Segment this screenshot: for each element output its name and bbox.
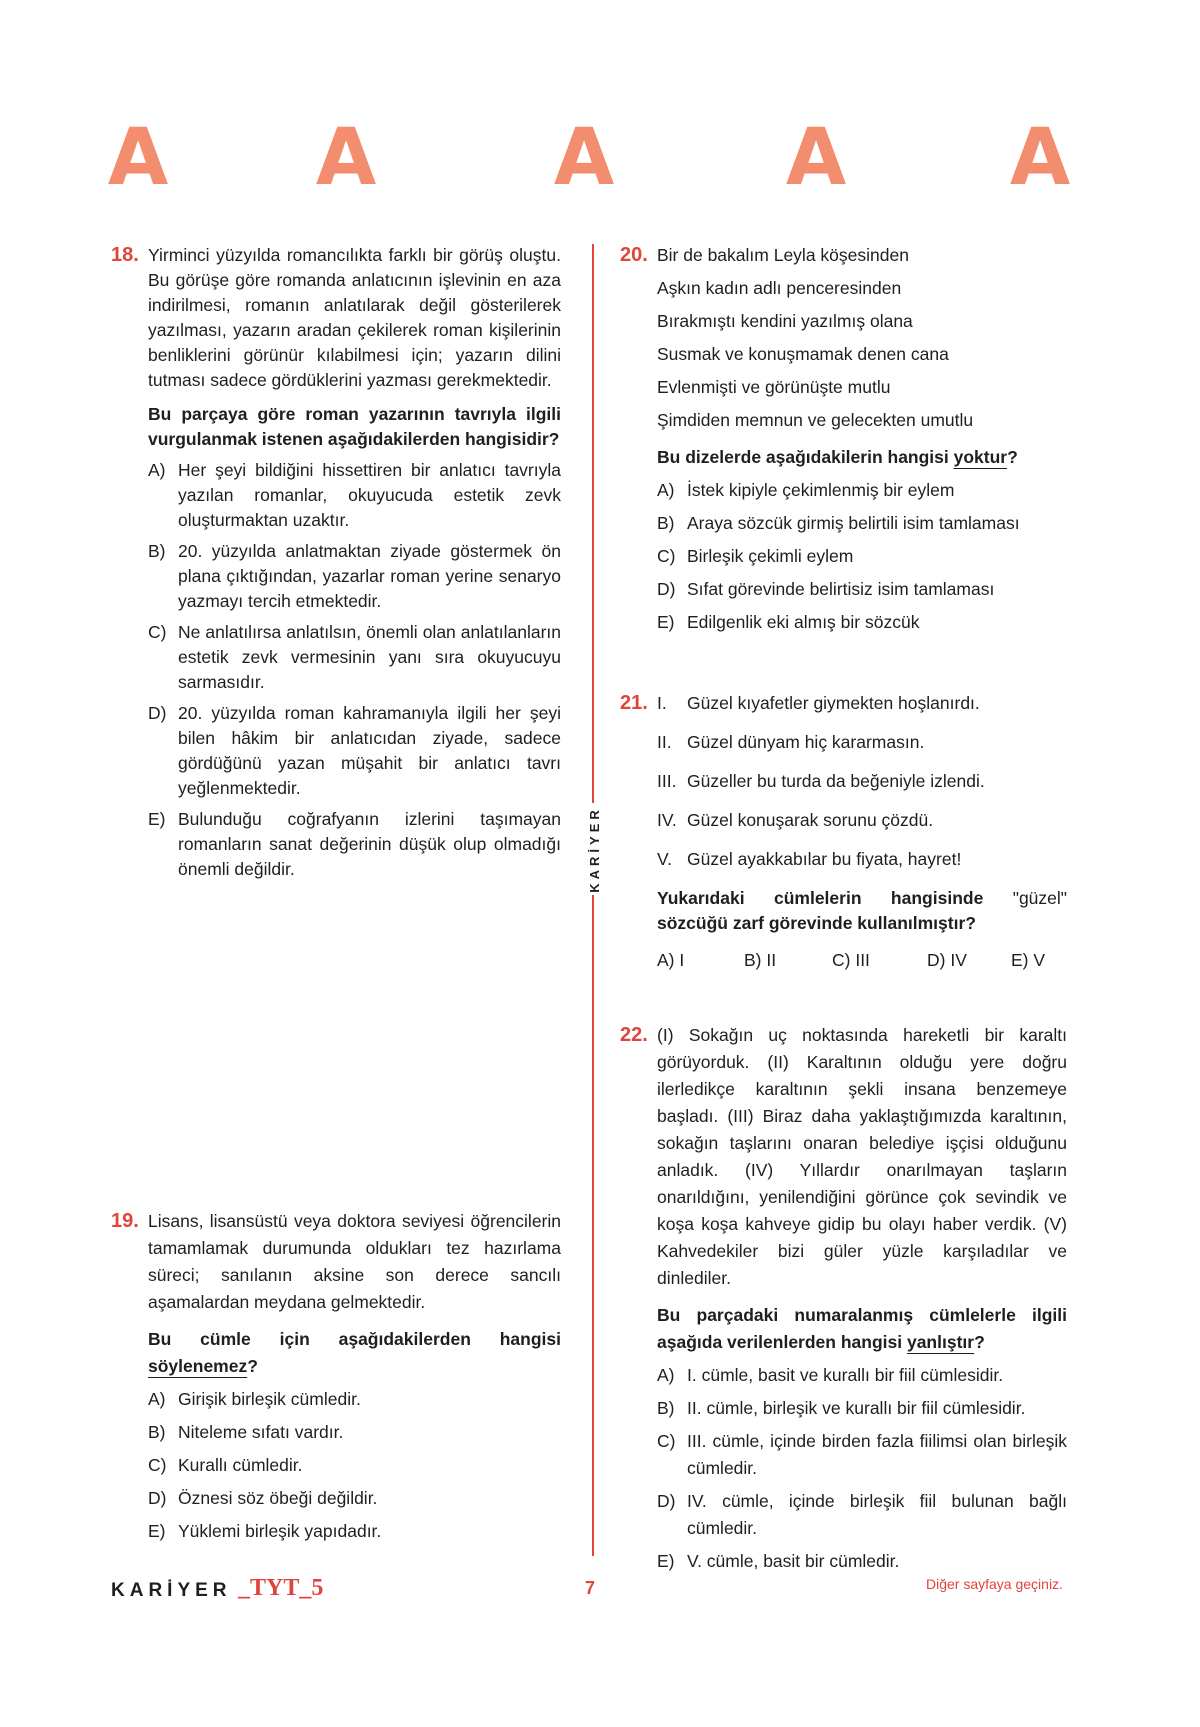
question-20 (620, 243, 1067, 635)
option-a[interactable]: A) I (657, 950, 685, 970)
statement-item: V. Güzel ayakkabılar bu fiyata, hayret! (657, 849, 962, 869)
option-a[interactable]: A) Her şeyi bildiğini hissettiren bir anlatıcı tavrıyla yazılan romanlar, okuyucuda estetik zevk oluşturmaktan uzaktır. (148, 460, 561, 530)
booklet-letter-a: A (785, 113, 847, 203)
question-22 (620, 1022, 1067, 1575)
booklet-letter-a: A (553, 113, 615, 203)
next-page-note: Diğer sayfaya geçiniz. (926, 1576, 1063, 1592)
footer-brand-logo: KARİYER (111, 1580, 232, 1601)
poem-line: Bırakmıştı kendini yazılmış olana (657, 311, 913, 331)
question-passage: (I) Sokağın uç noktasında hareketli bir karaltı görüyorduk. (II) Karaltının olduğu yere doğru ilerledikçe karaltının şekli insana benzemeye başladı. (III) Biraz daha yaklaştığımızda karaltının, sokağın taşlarını onaran belediye işçisi olduğunu anladık. (IV) Yıllardır onarılmayan taşların onarıldığını, yenilendiğini görünce çok sevindik ve koşa koşa kahveye gidip bu olayı haber verdik. (V) Kahvedekiler bizi güler yüzle karşıladılar ve dinlediler. (657, 1025, 1067, 1288)
column-divider (592, 244, 594, 1556)
option-e[interactable]: E) Yüklemi birleşik yapıdadır. (148, 1521, 382, 1541)
question-18 (111, 243, 561, 882)
poem-line: Bir de bakalım Leyla köşesinden (657, 245, 909, 265)
option-c[interactable]: C) III (832, 950, 870, 970)
question-stem: Bu parçaya göre roman yazarının tavrıyla ilgili vurgulanmak istenen aşağıdakilerden hangisidir? (148, 404, 561, 449)
option-a[interactable]: A) I. cümle, basit ve kurallı bir fiil cümlesidir. (657, 1365, 1004, 1385)
question-number: 20. (620, 244, 648, 266)
option-c[interactable]: C) Birleşik çekimli eylem (657, 546, 854, 566)
poem (657, 243, 1067, 441)
option-b[interactable]: B) Araya sözcük girmiş belirtili isim tamlaması (657, 513, 1020, 533)
option-c[interactable]: C) III. cümle, içinde birden fazla fiilimsi olan birleşik cümledir. (657, 1431, 1067, 1478)
option-e[interactable]: E) V (1011, 950, 1046, 970)
statement-item: I. Güzel kıyafetler giymekten hoşlanırdı. (657, 693, 980, 713)
option-e[interactable]: E) Bulunduğu coğrafyanın izlerini taşımayan romanların sanat değerinin düşük olup olmadığı önemli değildir. (148, 809, 561, 879)
poem-line: Şimdiden memnun ve gelecekten umutlu (657, 410, 974, 430)
booklet-letter-a: A (107, 113, 169, 203)
question-number: 18. (111, 244, 139, 266)
question-passage: Yirminci yüzyılda romancılıkta farklı bir görüş oluştu. Bu görüşe göre romanda anlatıcının işlevinin en aza indirilmesi, romanın anlatılarak değil gösterilerek yazılması, yazarın aradan çekilerek roman kişilerinin benliklerini görünür kılabilmesi için; yazarın dilini tutması sadece gördüklerini yazması gerekmektedir. (148, 245, 561, 390)
option-d[interactable]: D) 20. yüzyılda roman kahramanıyla ilgili her şeyi bilen hâkim bir anlatıcıdan ziyade, sadece gördüğünü yazan müşahit bir anlatıcı tavrı yeğlenmektedir. (148, 703, 561, 798)
statement-item: IV. Güzel konuşarak sorunu çözdü. (657, 810, 934, 830)
emphasis-word: yoktur (953, 447, 1008, 467)
option-b[interactable]: B) II (744, 950, 777, 970)
question-number: 22. (620, 1024, 648, 1046)
option-d[interactable]: D) Sıfat görevinde belirtisiz isim tamlaması (657, 579, 995, 599)
booklet-letter-a: A (315, 113, 377, 203)
option-d[interactable]: D) Öznesi söz öbeği değildir. (148, 1488, 378, 1508)
option-d[interactable]: D) IV. cümle, içinde birleşik fiil bulunan bağlı cümledir. (657, 1491, 1067, 1538)
option-a[interactable]: A) Girişik birleşik cümledir. (148, 1389, 361, 1409)
side-brand-label: KARİYER (584, 803, 604, 895)
question-passage: Lisans, lisansüstü veya doktora seviyesi öğrencilerin tamamlamak durumunda oldukları tez hazırlama süreci; sanılanın aksine son derece sancılı aşamalardan meydana gelmektedir. (148, 1211, 561, 1312)
option-e[interactable]: E) Edilgenlik eki almış bir sözcük (657, 612, 920, 632)
question-number: 19. (111, 1210, 139, 1232)
option-b[interactable]: B) Niteleme sıfatı vardır. (148, 1422, 344, 1442)
option-b[interactable]: B) II. cümle, birleşik ve kurallı bir fiil cümlesidir. (657, 1398, 1026, 1418)
option-d[interactable]: D) IV (927, 950, 967, 970)
question-stem: Bu parçadaki numaralanmış cümlelerle ilgili aşağıda verilenlerden hangisi yanlıştır? (657, 1305, 1067, 1352)
question-stem: Yukarıdaki cümlelerin hangisinde "güzel" sözcüğü zarf görevinde kullanılmıştır? (657, 888, 1067, 933)
question-stem: Bu cümle için aşağıdakilerden hangisi söylenemez? (148, 1329, 561, 1376)
question-19 (111, 1208, 561, 1545)
question-number: 21. (620, 692, 648, 714)
poem-line: Susmak ve konuşmamak denen cana (657, 344, 949, 364)
answer-choices (657, 948, 1067, 973)
booklet-letter-a: A (1009, 113, 1071, 203)
statement-item: III. Güzeller bu turda da beğeniyle izlendi. (657, 771, 985, 791)
poem-line: Evlenmişti ve görünüşte mutlu (657, 377, 891, 397)
question-21 (620, 691, 1067, 973)
footer-booklet-code: _TYT_5 (238, 1575, 324, 1601)
option-b[interactable]: B) 20. yüzyılda anlatmaktan ziyade göstermek ön plana çıktığından, yazarlar roman yerine senaryo yazmayı tercih etmektedir. (148, 541, 561, 611)
option-c[interactable]: C) Ne anlatılırsa anlatılsın, önemli olan anlatılanların estetik zevk vermesinin yanı sıra okuyucuyu sarmasıdır. (148, 622, 561, 692)
poem-line: Aşkın kadın adlı penceresinden (657, 278, 902, 298)
question-stem: Bu dizelerde aşağıdakilerin hangisi yoktur? (657, 447, 1018, 467)
emphasis-word: yanlıştır (906, 1332, 975, 1352)
option-c[interactable]: C) Kurallı cümledir. (148, 1455, 303, 1475)
statement-item: II. Güzel dünyam hiç kararmasın. (657, 732, 925, 752)
page-number: 7 (585, 1578, 596, 1598)
option-e[interactable]: E) V. cümle, basit bir cümledir. (657, 1551, 900, 1571)
option-a[interactable]: A) İstek kipiyle çekimlenmiş bir eylem (657, 480, 955, 500)
emphasis-word: söylenemez (148, 1356, 248, 1376)
